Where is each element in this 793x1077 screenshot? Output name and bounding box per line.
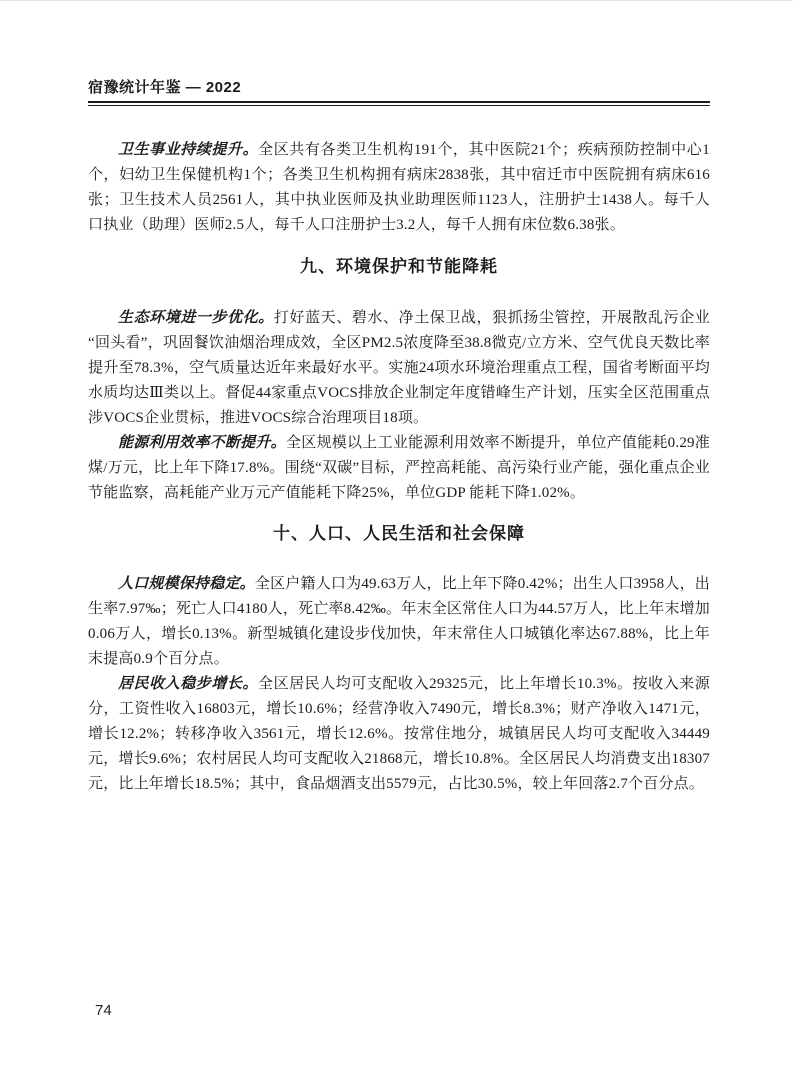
paragraph-population-text: 全区户籍人口为49.63万人，比上年下降0.42%；出生人口3958人，出生率7.97‰；死亡人口4180人，死亡率8.42‰。年末全区常住人口为44.57万人，比上年末增加0.06万人，增长0.13%。新型城镇化建设步伐加快，年末常住人口城镇化率达67.88%，比上年末提高0.9个百分点。 [88,576,710,667]
header-double-rule [88,101,710,106]
page-header [88,1,710,106]
paragraph-income-lead: 居民收入稳步增长。 [118,676,259,692]
paragraph-energy-lead: 能源利用效率不断提升。 [118,435,286,451]
paragraph-health [88,138,710,238]
document-body [88,138,710,797]
paragraph-health-text: 全区共有各类卫生机构191个，其中医院21个；疾病预防控制中心1个，妇幼卫生保健机构1个；各类卫生机构拥有病床2838张，其中宿迁市中医院拥有病床616张；卫生技术人员2561人，其中执业医师及执业助理医师1123人，注册护士1438人。每千人口执业（助理）医师2.5人，每千人口注册护士3.2人，每千人拥有床位数6.38张。 [88,142,710,233]
paragraph-energy-text: 全区规模以上工业能源利用效率不断提升，单位产值能耗0.29准煤/万元，比上年下降17.8%。围绕“双碳”目标，严控高耗能、高污染行业产能，强化重点企业节能监察，高耗能产业万元产值能耗下降25%，单位GDP 能耗下降1.02%。 [88,435,711,501]
paragraph-population [88,572,710,672]
paragraph-ecology-lead: 生态环境进一步优化。 [118,310,274,326]
paragraph-health-lead: 卫生事业持续提升。 [118,142,259,158]
section-heading-environment: 九、环境保护和节能降耗 [300,257,498,276]
page-number: 74 [95,1002,112,1019]
paragraph-energy [88,431,710,506]
page-content [0,1,793,797]
paragraph-ecology-text: 打好蓝天、碧水、净土保卫战，狠抓扬尘管控，开展散乱污企业“回头看”，巩固餐饮油烟治理成效，全区PM2.5浓度降至38.8微克/立方米、空气优良天数比率提升至78.3%，空气质量达近年来最好水平。实施24项水环境治理重点工程，国省考断面平均水质均达Ⅲ类以上。督促44家重点VOCS排放企业制定年度错峰生产计划，压实全区范围重点涉VOCS企业贯标，推进VOCS综合治理项目18项。 [88,310,710,426]
paragraph-population-lead: 人口规模保持稳定。 [118,576,255,592]
paragraph-income-text: 全区居民人均可支配收入29325元，比上年增长10.3%。按收入来源分，工资性收入16803元，增长10.6%；经营净收入7490元，增长8.3%；财产净收入1471元，增长12.2%；转移净收入3561元，增长12.6%。按常住地分，城镇居民人均可支配收入34449元，增长9.6%；农村居民人均可支配收入21868元，增长10.8%。全区居民人均消费支出18307元，比上年增长18.5%；其中，食品烟酒支出5579元，占比30.5%，较上年回落2.7个百分点。 [88,676,710,792]
paragraph-ecology [88,306,710,431]
paragraph-income [88,672,710,797]
section-heading-population: 十、人口、人民生活和社会保障 [273,524,525,543]
page-header-title: 宿豫统计年鉴 — 2022 [88,79,242,96]
